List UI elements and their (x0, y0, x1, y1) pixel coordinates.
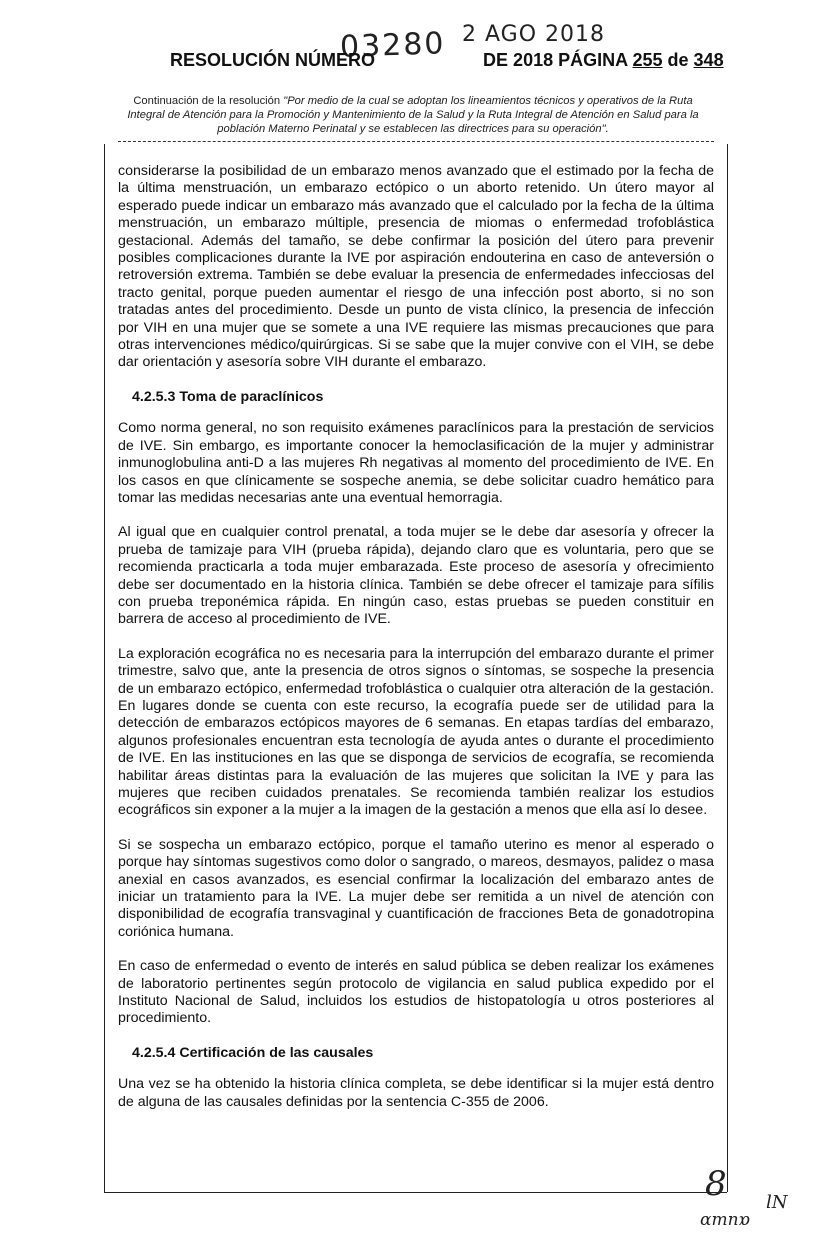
continuation-lead: Continuación de la resolución (133, 95, 281, 107)
paragraph: La exploración ecográfica no es necesaria para la interrupción del embarazo durante el primer trimestre, salvo que, ante la presencia de otros signos o síntomas, se sospeche la presencia de un embarazo ectópico, enfermedad trofoblástica o cualquier otra alteración de la gestación. En lugares donde se cuenta con este recurso, la ecografía puede ser de utilidad para la detección de embarazos ectópicos mayores de 6 semanas. En etapas tardías del embarazo, algunos profesionales encuentran esta tecnología de ayuda antes o durante el procedimiento de IVE. En las instituciones en las que se disponga de servicios de ecografía, se recomienda habilitar áreas distintas para la evaluación de las mujeres que solicitan la IVE y para las mujeres que reciben cuidados prenatales. Se recomienda también realizar los estudios ecográficos sin exponer a la mujer a la imagen de la gestación a menos que ella así lo desee. (118, 645, 714, 819)
body-text (118, 163, 714, 1128)
paragraph: considerarse la posibilidad de un embarazo menos avanzado que el estimado por la fecha de la última menstruación, un embarazo ectópico o un aborto retenido. Un útero mayor al esperado puede indicar un embarazo más avanzado que el calculado por la fecha de la última menstruación, un embarazo múltiple, presencia de miomas o enfermedad trofoblástica gestacional. Además del tamaño, se debe confirmar la posición del útero para prevenir posibles complicaciones durante la IVE por aspiración endouterina en caso de anteversión o retroversión extrema. También se debe evaluar la presencia de enfermedades infecciosas del tracto genital, porque pueden aumentar el riesgo de una infección post aborto, si no son tratadas antes del procedimiento. Desde un punto de vista clínico, la presencia de infección por VIH en una mujer que se somete a una IVE requiere las mismas precauciones que para otras intervenciones médico/quirúrgicas. Si se sabe que la mujer convive con el VIH, se debe dar orientación y asesoría sobre VIH durante el embarazo. (118, 163, 714, 371)
continuation-note (118, 94, 708, 136)
resolution-header (170, 50, 724, 71)
section-heading-paraclinicos: 4.2.5.3 Toma de paraclínicos (132, 388, 324, 405)
resolution-title-quote: "Por medio de la cual se adoptan los lineamientos técnicos y operativos de la Ruta Integral de Atención para la Promoción y Mantenimiento de la Salud y la Ruta Integral de Atención en Salud para la población Materno Perinatal y se establecen las directrices para su operación". (127, 95, 699, 135)
handwritten-page-mark: 8 (705, 1164, 727, 1204)
date-stamp: 2 AGO 2018 (462, 22, 605, 47)
paragraph: Como norma general, no son requisito exámenes paraclínicos para la prestación de servicios de IVE. Sin embargo, es importante conocer la hemoclasificación de la mujer y administrar inmunoglobulina anti-D a las mujeres Rh negativas al momento del procedimiento de IVE. En los casos en que clínicamente se sospeche anemia, se debe solicitar cuadro hemático para tomar las medidas necesarias ante una eventual hemorragia. (118, 420, 714, 506)
header-total-pages: 348 (693, 50, 724, 70)
resolution-number-stamp: 03280 (339, 26, 447, 65)
paragraph: Una vez se ha obtenido la historia clínica completa, se debe identificar si la mujer está dentro de alguna de las causales definidas por la sentencia C-355 de 2006. (118, 1076, 714, 1110)
paragraph: Al igual que en cualquier control prenatal, a toda mujer se le debe dar asesoría y ofrecer la prueba de tamizaje para VIH (prueba rápida), dejando claro que es voluntaria, pero que se recomienda practicarla a toda mujer embarazada. Este proceso de asesoría y ofrecimiento debe ser documentado en la historia clínica. También se debe ofrecer el tamizaje para sífilis con prueba treponémica rápida. En ningún caso, estas pruebas se pueden constituir en barrera de acceso al procedimiento de IVE. (118, 524, 714, 628)
handwritten-signature: ɑmnɒ (700, 1210, 751, 1230)
header-prefix: RESOLUCIÓN NÚMERO (170, 50, 376, 70)
frame-right-border (727, 144, 728, 1192)
header-page-number: 255 (632, 50, 663, 70)
handwritten-initials: lN (766, 1192, 788, 1213)
header-year-page: DE 2018 PÁGINA (483, 50, 628, 70)
frame-bottom-border (104, 1192, 727, 1193)
paragraph: Si se sospecha un embarazo ectópico, porque el tamaño uterino es menor al esperado o porque hay síntomas sugestivos como dolor o sangrado, o mareos, desmayos, palidez o masa anexial en casos avanzados, es esencial confirmar la localización del embarazo antes de iniciar un tratamiento para la IVE. La mujer debe ser remitida a un nivel de atención con disponibilidad de ecografía transvaginal y cuantificación de fracciones Beta de gonadotropina coriónica humana. (118, 836, 714, 940)
dashed-divider (118, 141, 714, 142)
header-of: de (667, 50, 689, 70)
paragraph: En caso de enfermedad o evento de interés en salud pública se deben realizar los exámenes de laboratorio pertinentes según protocolo de vigilancia en salud publica expedido por el Instituto Nacional de Salud, incluidos los estudios de histopatología u otros posteriores al procedimiento. (118, 958, 714, 1027)
frame-left-border (104, 144, 105, 1192)
section-heading-certificacion: 4.2.5.4 Certificación de las causales (132, 1044, 374, 1061)
